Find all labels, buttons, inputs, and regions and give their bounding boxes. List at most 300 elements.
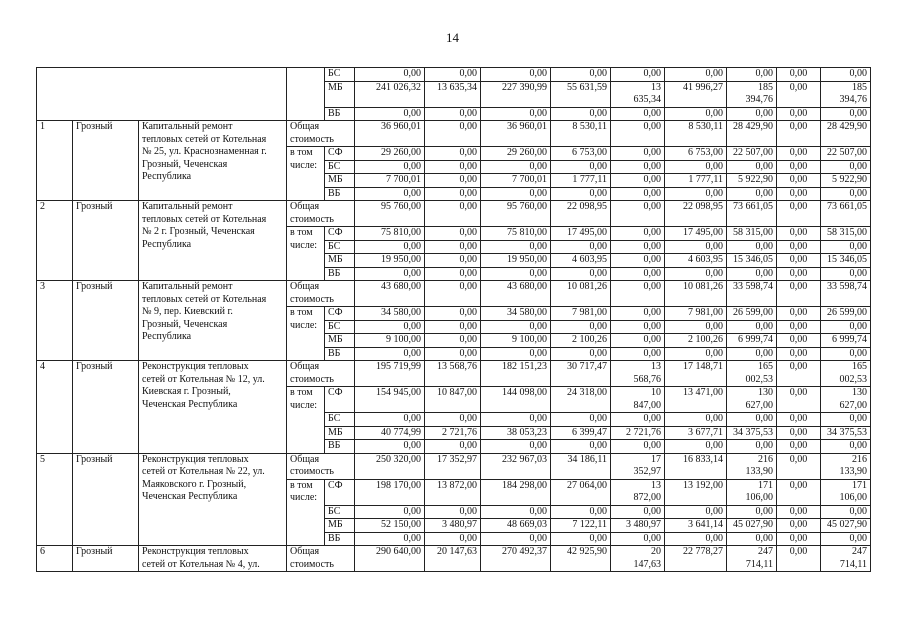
value-cell: 2 721,76 [611, 426, 665, 440]
value-cell: 0,00 [727, 107, 777, 121]
value-cell: 0,00 [777, 334, 821, 348]
fund-type: БС [325, 413, 355, 427]
value-cell: 182 151,23 [481, 361, 551, 387]
value-cell: 130 627,00 [727, 387, 777, 413]
value-cell: 227 390,99 [481, 81, 551, 107]
page-number: 14 [446, 30, 459, 45]
value-cell: 19 950,00 [481, 254, 551, 268]
value-cell: 0,00 [611, 240, 665, 254]
value-cell: 185 394,76 [821, 81, 871, 107]
value-cell: 41 996,27 [665, 81, 727, 107]
value-cell: 0,00 [821, 347, 871, 361]
value-cell: 43 680,00 [481, 281, 551, 307]
value-cell: 0,00 [481, 267, 551, 281]
value-cell: 52 150,00 [355, 519, 425, 533]
value-cell: 45 027,90 [821, 519, 871, 533]
including-label: в том числе: [287, 387, 325, 454]
value-cell: 45 027,90 [727, 519, 777, 533]
fund-type: БС [325, 68, 355, 82]
fund-type: ВБ [325, 347, 355, 361]
value-cell: 0,00 [425, 440, 481, 454]
value-cell: 42 925,90 [551, 546, 611, 572]
fund-type: БС [325, 320, 355, 334]
value-cell: 165 002,53 [821, 361, 871, 387]
value-cell: 0,00 [727, 440, 777, 454]
value-cell: 17 495,00 [551, 227, 611, 241]
value-cell: 3 641,14 [665, 519, 727, 533]
fund-type: МБ [325, 519, 355, 533]
value-cell: 0,00 [777, 320, 821, 334]
value-cell: 0,00 [665, 160, 727, 174]
value-cell: 3 480,97 [611, 519, 665, 533]
total-label: Общая стоимость [287, 546, 355, 572]
value-cell: 20 147,63 [425, 546, 481, 572]
value-cell: 15 346,05 [821, 254, 871, 268]
entry-description: Капитальный ремонт тепловых сетей от Котельная № 9, пер. Киевский г. Грозный, Чеченская Республика [139, 281, 287, 361]
value-cell: 0,00 [551, 187, 611, 201]
value-cell: 0,00 [777, 532, 821, 546]
fund-type: МБ [325, 426, 355, 440]
value-cell: 0,00 [727, 160, 777, 174]
value-cell: 0,00 [481, 532, 551, 546]
value-cell: 0,00 [481, 505, 551, 519]
value-cell: 0,00 [777, 107, 821, 121]
value-cell: 7 122,11 [551, 519, 611, 533]
value-cell: 13 568,76 [425, 361, 481, 387]
value-cell: 0,00 [821, 413, 871, 427]
value-cell: 8 530,11 [665, 121, 727, 147]
value-cell: 95 760,00 [355, 201, 425, 227]
value-cell: 17 148,71 [665, 361, 727, 387]
table-row [37, 68, 871, 82]
value-cell: 36 960,01 [481, 121, 551, 147]
value-cell: 0,00 [777, 453, 821, 479]
value-cell: 34 186,11 [551, 453, 611, 479]
value-cell: 0,00 [777, 546, 821, 572]
value-cell: 0,00 [611, 254, 665, 268]
value-cell: 13 471,00 [665, 387, 727, 413]
total-label: Общая стоимость [287, 281, 355, 307]
entry-number: 4 [37, 361, 73, 454]
value-cell: 0,00 [425, 147, 481, 161]
value-cell: 0,00 [777, 227, 821, 241]
value-cell: 26 599,00 [727, 307, 777, 321]
value-cell: 15 346,05 [727, 254, 777, 268]
value-cell: 28 429,90 [727, 121, 777, 147]
value-cell: 0,00 [611, 107, 665, 121]
value-cell: 0,00 [727, 413, 777, 427]
value-cell: 130 627,00 [821, 387, 871, 413]
value-cell: 0,00 [777, 121, 821, 147]
including-label: в том числе: [287, 479, 325, 546]
value-cell: 34 375,53 [727, 426, 777, 440]
value-cell: 13 568,76 [611, 361, 665, 387]
value-cell: 8 530,11 [551, 121, 611, 147]
value-cell: 22 507,00 [821, 147, 871, 161]
value-cell: 290 640,00 [355, 546, 425, 572]
value-cell: 0,00 [425, 227, 481, 241]
value-cell: 0,00 [481, 107, 551, 121]
value-cell: 0,00 [355, 160, 425, 174]
value-cell: 0,00 [727, 505, 777, 519]
entry-city: Грозный [73, 453, 139, 546]
value-cell: 4 603,95 [665, 254, 727, 268]
value-cell: 0,00 [777, 187, 821, 201]
value-cell: 0,00 [777, 281, 821, 307]
value-cell: 28 429,90 [821, 121, 871, 147]
value-cell: 0,00 [821, 440, 871, 454]
value-cell: 13 635,34 [425, 81, 481, 107]
value-cell: 0,00 [777, 254, 821, 268]
value-cell: 247 714,11 [821, 546, 871, 572]
value-cell: 0,00 [355, 505, 425, 519]
value-cell: 0,00 [481, 413, 551, 427]
value-cell: 0,00 [425, 320, 481, 334]
value-cell: 0,00 [551, 440, 611, 454]
fund-type: СФ [325, 387, 355, 413]
value-cell: 9 100,00 [481, 334, 551, 348]
entry-city: Грозный [73, 361, 139, 454]
entry-city: Грозный [73, 546, 139, 572]
value-cell: 0,00 [611, 187, 665, 201]
value-cell: 0,00 [777, 68, 821, 82]
value-cell: 0,00 [551, 413, 611, 427]
value-cell: 10 847,00 [611, 387, 665, 413]
entry-city: Грозный [73, 281, 139, 361]
value-cell: 0,00 [355, 107, 425, 121]
table-row [37, 121, 871, 147]
entry-description: Капитальный ремонт тепловых сетей от Котельная № 25, ул. Краснознаменная г. Грозный, Чеченская Республика [139, 121, 287, 201]
value-cell: 0,00 [355, 187, 425, 201]
fund-type: БС [325, 240, 355, 254]
value-cell: 0,00 [481, 440, 551, 454]
fund-type: МБ [325, 334, 355, 348]
value-cell: 0,00 [727, 532, 777, 546]
value-cell: 0,00 [551, 160, 611, 174]
value-cell: 48 669,03 [481, 519, 551, 533]
value-cell: 0,00 [777, 160, 821, 174]
value-cell: 0,00 [551, 240, 611, 254]
value-cell: 0,00 [777, 426, 821, 440]
value-cell: 3 480,97 [425, 519, 481, 533]
value-cell: 75 810,00 [355, 227, 425, 241]
value-cell: 20 147,63 [611, 546, 665, 572]
table-body [37, 68, 871, 572]
entry-description: Капитальный ремонт тепловых сетей от Котельная № 2 г. Грозный, Чеченская Республика [139, 201, 287, 281]
value-cell: 0,00 [551, 505, 611, 519]
value-cell: 95 760,00 [481, 201, 551, 227]
value-cell: 0,00 [665, 267, 727, 281]
entry-number: 6 [37, 546, 73, 572]
value-cell: 0,00 [665, 532, 727, 546]
value-cell: 58 315,00 [727, 227, 777, 241]
value-cell: 13 192,00 [665, 479, 727, 505]
value-cell: 0,00 [481, 240, 551, 254]
value-cell: 73 661,05 [821, 201, 871, 227]
value-cell: 7 981,00 [551, 307, 611, 321]
value-cell: 144 098,00 [481, 387, 551, 413]
value-cell: 0,00 [425, 187, 481, 201]
fund-type: СФ [325, 227, 355, 241]
fund-type: БС [325, 505, 355, 519]
fund-type: ВБ [325, 107, 355, 121]
table-row [37, 453, 871, 479]
value-cell: 0,00 [665, 505, 727, 519]
value-cell: 33 598,74 [727, 281, 777, 307]
value-cell: 36 960,01 [355, 121, 425, 147]
value-cell: 0,00 [611, 121, 665, 147]
value-cell: 0,00 [611, 334, 665, 348]
value-cell: 0,00 [777, 201, 821, 227]
value-cell: 0,00 [777, 505, 821, 519]
total-label: Общая стоимость [287, 201, 355, 227]
value-cell: 0,00 [821, 187, 871, 201]
value-cell: 0,00 [821, 68, 871, 82]
value-cell: 0,00 [611, 281, 665, 307]
value-cell: 0,00 [425, 532, 481, 546]
value-cell: 0,00 [821, 532, 871, 546]
value-cell: 0,00 [777, 387, 821, 413]
value-cell: 34 580,00 [481, 307, 551, 321]
value-cell: 0,00 [481, 187, 551, 201]
value-cell: 55 631,59 [551, 81, 611, 107]
value-cell: 0,00 [665, 68, 727, 82]
value-cell: 0,00 [777, 413, 821, 427]
value-cell: 38 053,23 [481, 426, 551, 440]
value-cell: 0,00 [425, 174, 481, 188]
value-cell: 0,00 [611, 68, 665, 82]
value-cell: 195 719,99 [355, 361, 425, 387]
value-cell: 0,00 [777, 479, 821, 505]
value-cell: 24 318,00 [551, 387, 611, 413]
value-cell: 0,00 [611, 267, 665, 281]
value-cell: 2 100,26 [665, 334, 727, 348]
value-cell: 0,00 [425, 201, 481, 227]
value-cell: 0,00 [355, 413, 425, 427]
value-cell: 232 967,03 [481, 453, 551, 479]
value-cell: 6 753,00 [665, 147, 727, 161]
total-label: Общая стоимость [287, 361, 355, 387]
entry-city: Грозный [73, 121, 139, 201]
value-cell: 17 495,00 [665, 227, 727, 241]
value-cell: 0,00 [727, 347, 777, 361]
value-cell: 22 098,95 [665, 201, 727, 227]
value-cell: 0,00 [611, 147, 665, 161]
value-cell: 6 399,47 [551, 426, 611, 440]
fund-type: СФ [325, 307, 355, 321]
entry-number: 3 [37, 281, 73, 361]
value-cell: 0,00 [727, 187, 777, 201]
value-cell: 0,00 [355, 532, 425, 546]
value-cell: 241 026,32 [355, 81, 425, 107]
value-cell: 0,00 [727, 320, 777, 334]
total-label: Общая стоимость [287, 453, 355, 479]
value-cell: 43 680,00 [355, 281, 425, 307]
value-cell: 0,00 [611, 347, 665, 361]
table-row [37, 546, 871, 572]
value-cell: 0,00 [665, 187, 727, 201]
value-cell: 0,00 [777, 347, 821, 361]
value-cell: 3 677,71 [665, 426, 727, 440]
value-cell: 0,00 [425, 160, 481, 174]
value-cell: 1 777,11 [665, 174, 727, 188]
value-cell: 0,00 [727, 240, 777, 254]
value-cell: 0,00 [727, 267, 777, 281]
value-cell: 2 100,26 [551, 334, 611, 348]
value-cell: 0,00 [425, 267, 481, 281]
value-cell: 0,00 [821, 240, 871, 254]
value-cell: 0,00 [611, 174, 665, 188]
value-cell: 0,00 [777, 440, 821, 454]
fund-type: ВБ [325, 532, 355, 546]
value-cell: 0,00 [425, 68, 481, 82]
value-cell: 0,00 [611, 413, 665, 427]
value-cell: 75 810,00 [481, 227, 551, 241]
value-cell: 34 375,53 [821, 426, 871, 440]
value-cell: 0,00 [665, 107, 727, 121]
value-cell: 58 315,00 [821, 227, 871, 241]
value-cell: 30 717,47 [551, 361, 611, 387]
including-label: в том числе: [287, 227, 325, 281]
value-cell: 0,00 [551, 532, 611, 546]
blank-cell [37, 68, 287, 121]
value-cell: 10 847,00 [425, 387, 481, 413]
value-cell: 0,00 [551, 347, 611, 361]
value-cell: 0,00 [727, 68, 777, 82]
value-cell: 9 100,00 [355, 334, 425, 348]
value-cell: 0,00 [481, 320, 551, 334]
value-cell: 27 064,00 [551, 479, 611, 505]
funding-table [36, 67, 871, 572]
value-cell: 29 260,00 [355, 147, 425, 161]
value-cell: 13 872,00 [425, 479, 481, 505]
value-cell: 34 580,00 [355, 307, 425, 321]
entry-description: Реконструкция тепловых сетей от Котельная № 22, ул. Маяковского г. Грозный, Чеченская Республика [139, 453, 287, 546]
value-cell: 0,00 [425, 347, 481, 361]
value-cell: 2 721,76 [425, 426, 481, 440]
value-cell: 171 106,00 [727, 479, 777, 505]
value-cell: 7 981,00 [665, 307, 727, 321]
value-cell: 13 635,34 [611, 81, 665, 107]
fund-type: МБ [325, 254, 355, 268]
value-cell: 185 394,76 [727, 81, 777, 107]
value-cell: 7 700,01 [355, 174, 425, 188]
table-row [37, 201, 871, 227]
value-cell: 0,00 [821, 505, 871, 519]
value-cell: 73 661,05 [727, 201, 777, 227]
value-cell: 0,00 [777, 81, 821, 107]
value-cell: 22 507,00 [727, 147, 777, 161]
entry-number: 2 [37, 201, 73, 281]
value-cell: 17 352,97 [611, 453, 665, 479]
fund-type: ВБ [325, 187, 355, 201]
entry-description: Реконструкция тепловых сетей от Котельная № 4, ул. [139, 546, 287, 572]
value-cell: 0,00 [355, 440, 425, 454]
fund-type: СФ [325, 479, 355, 505]
value-cell: 216 133,90 [727, 453, 777, 479]
table-row [37, 361, 871, 387]
value-cell: 250 320,00 [355, 453, 425, 479]
value-cell: 171 106,00 [821, 479, 871, 505]
value-cell: 0,00 [777, 307, 821, 321]
blank-cell [287, 68, 325, 121]
total-label: Общая стоимость [287, 121, 355, 147]
value-cell: 0,00 [665, 320, 727, 334]
value-cell: 198 170,00 [355, 479, 425, 505]
including-label: в том числе: [287, 147, 325, 201]
value-cell: 1 777,11 [551, 174, 611, 188]
value-cell: 0,00 [665, 347, 727, 361]
value-cell: 17 352,97 [425, 453, 481, 479]
value-cell: 0,00 [425, 334, 481, 348]
value-cell: 19 950,00 [355, 254, 425, 268]
value-cell: 0,00 [355, 320, 425, 334]
value-cell: 22 778,27 [665, 546, 727, 572]
entry-description: Реконструкция тепловых сетей от Котельная № 12, ул. Киевская г. Грозный, Чеченская Республика [139, 361, 287, 454]
value-cell: 0,00 [821, 160, 871, 174]
value-cell: 0,00 [665, 240, 727, 254]
value-cell: 0,00 [551, 68, 611, 82]
value-cell: 0,00 [777, 519, 821, 533]
value-cell: 216 133,90 [821, 453, 871, 479]
value-cell: 0,00 [481, 347, 551, 361]
value-cell: 0,00 [551, 107, 611, 121]
value-cell: 0,00 [425, 413, 481, 427]
fund-type: ВБ [325, 267, 355, 281]
value-cell: 0,00 [821, 107, 871, 121]
value-cell: 0,00 [355, 240, 425, 254]
value-cell: 0,00 [425, 254, 481, 268]
value-cell: 6 999,74 [727, 334, 777, 348]
value-cell: 5 922,90 [821, 174, 871, 188]
value-cell: 0,00 [611, 227, 665, 241]
fund-type: МБ [325, 81, 355, 107]
value-cell: 29 260,00 [481, 147, 551, 161]
value-cell: 26 599,00 [821, 307, 871, 321]
value-cell: 13 872,00 [611, 479, 665, 505]
including-label: в том числе: [287, 307, 325, 361]
value-cell: 0,00 [611, 440, 665, 454]
value-cell: 184 298,00 [481, 479, 551, 505]
value-cell: 0,00 [777, 174, 821, 188]
value-cell: 7 700,01 [481, 174, 551, 188]
value-cell: 0,00 [355, 347, 425, 361]
value-cell: 0,00 [611, 307, 665, 321]
value-cell: 154 945,00 [355, 387, 425, 413]
value-cell: 0,00 [665, 413, 727, 427]
value-cell: 6 753,00 [551, 147, 611, 161]
value-cell: 16 833,14 [665, 453, 727, 479]
value-cell: 0,00 [425, 240, 481, 254]
value-cell: 0,00 [611, 201, 665, 227]
value-cell: 0,00 [355, 68, 425, 82]
entry-number: 5 [37, 453, 73, 546]
entry-city: Грозный [73, 201, 139, 281]
value-cell: 0,00 [551, 320, 611, 334]
value-cell: 33 598,74 [821, 281, 871, 307]
value-cell: 0,00 [777, 361, 821, 387]
value-cell: 0,00 [425, 505, 481, 519]
table-row [37, 281, 871, 307]
fund-type: ВБ [325, 440, 355, 454]
value-cell: 10 081,26 [665, 281, 727, 307]
value-cell: 4 603,95 [551, 254, 611, 268]
value-cell: 247 714,11 [727, 546, 777, 572]
entry-number: 1 [37, 121, 73, 201]
value-cell: 0,00 [821, 267, 871, 281]
value-cell: 0,00 [551, 267, 611, 281]
value-cell: 0,00 [481, 68, 551, 82]
